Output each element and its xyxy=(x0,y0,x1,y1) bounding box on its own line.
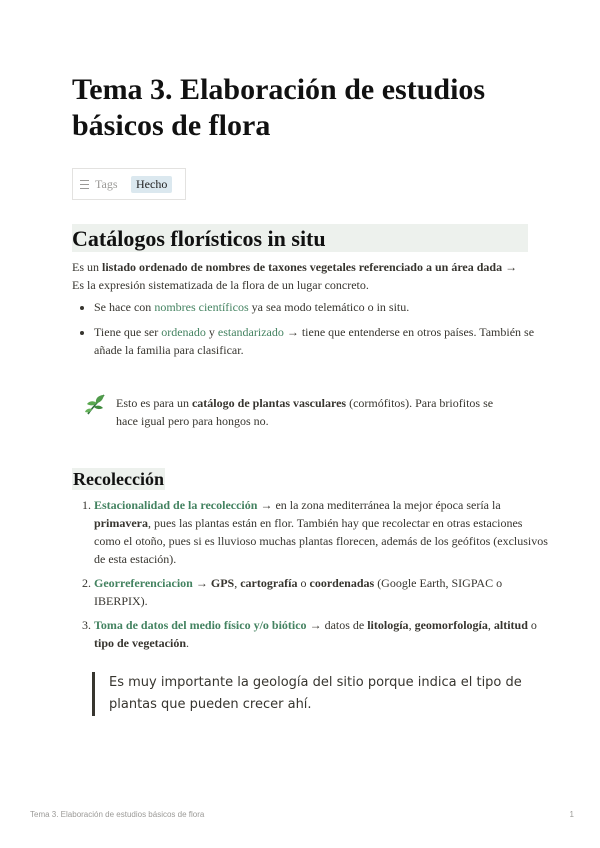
tag-badge[interactable]: Hecho xyxy=(131,176,172,193)
properties-row xyxy=(72,168,186,200)
list-icon xyxy=(80,180,89,189)
list-item: 3. Toma de datos del medio físico y/o biótico → datos de litología, geomorfología, altitud o tipo de vegetación. xyxy=(94,616,550,652)
page-number: 1 xyxy=(569,810,574,819)
section-heading-catalogos: Catálogos florísticos in situ xyxy=(72,224,528,252)
section-heading-recoleccion: Recolección xyxy=(73,469,164,489)
bullet-list xyxy=(72,298,550,366)
callout-box xyxy=(84,392,514,430)
numbered-list xyxy=(72,496,550,658)
page-title: Tema 3. Elaboración de estudios básicos de flora xyxy=(72,73,486,142)
footer-title: Tema 3. Elaboración de estudios básicos de flora xyxy=(30,810,205,819)
tags-label: Tags xyxy=(95,176,118,191)
list-item: 2. Georreferenciacion → GPS, cartografía o coordenadas (Google Earth, SIGPAC o IBERPIX). xyxy=(94,574,550,610)
callout-text: Esto es para un catálogo de plantas vasculares (cormófitos). Para briofitos se hace igual pero para hongos no. xyxy=(116,396,494,428)
list-item: • Se hace con nombres científicos ya sea modo telemático o in situ. xyxy=(94,298,550,316)
page-footer xyxy=(30,810,574,819)
list-item: • Tiene que ser ordenado y estandarizado → tiene que entenderse en otros países. También se añade la familia para clasificar. xyxy=(94,323,550,359)
intro-paragraph: Es un listado ordenado de nombres de taxones vegetales referenciado a un área dada → Es la expresión sistematizada de la flora de un lugar concreto. xyxy=(72,260,518,292)
quote-block: Es muy importante la geología del sitio porque indica el tipo de plantas que pueden crecer ahí. xyxy=(92,672,529,716)
herb-icon xyxy=(84,392,108,416)
list-item: 1. Estacionalidad de la recolección → en la zona mediterránea la mejor época sería la primavera, pues las plantas están en flor. También hay que recolectar en otras estaciones como el otoño, pues si es lluvioso muchas plantas florecen, además de los geófitos (exclusivos de esta estación). xyxy=(94,496,550,568)
